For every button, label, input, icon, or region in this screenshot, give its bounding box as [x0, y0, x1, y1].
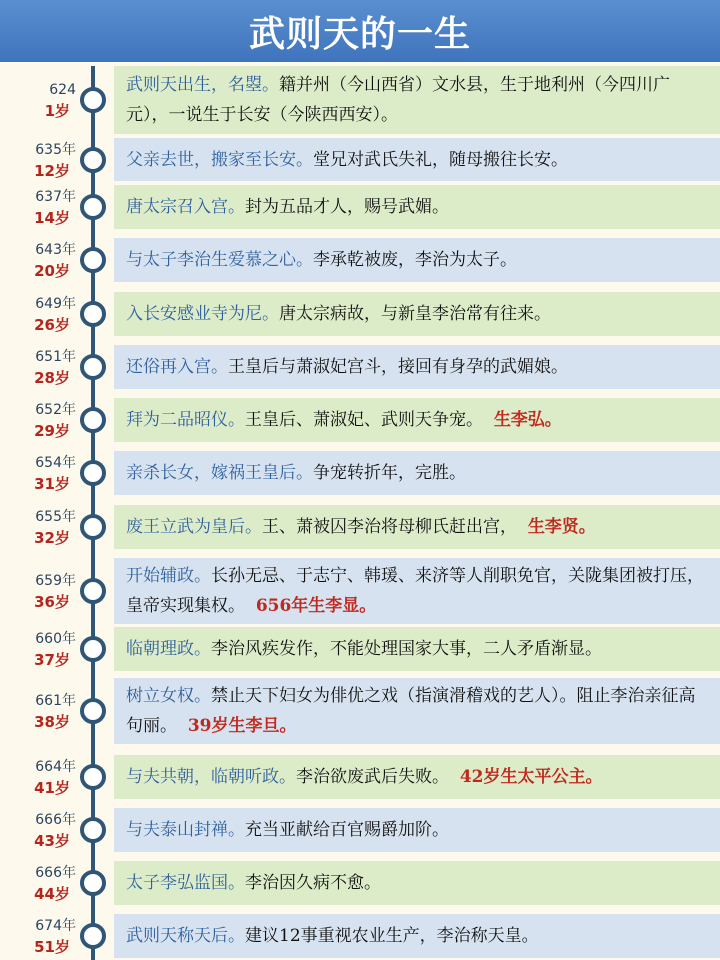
event-detail: 建议12事重视农业生产，李治称天皇。 — [245, 926, 539, 946]
event-headline: 开始辅政。 — [126, 566, 211, 586]
entry-age: 31岁 — [34, 475, 70, 493]
entry-age: 26岁 — [34, 316, 70, 334]
timeline-entry — [0, 914, 720, 958]
event-detail: 唐太宗病故，与新皇李治常有往来。 — [279, 304, 551, 324]
event-birth-note: 生李贤。 — [527, 517, 596, 537]
event-headline: 唐太宗召入宫。 — [126, 197, 245, 217]
timeline-node-icon — [80, 870, 106, 896]
event-headline: 还俗再入宫。 — [126, 357, 228, 377]
entry-year: 649年 — [35, 296, 76, 312]
event-card — [114, 238, 720, 282]
entry-year: 635年 — [35, 141, 76, 158]
timeline-node-icon — [80, 578, 106, 604]
entry-year: 654年 — [35, 455, 76, 471]
entry-age: 14岁 — [34, 209, 70, 227]
timeline-node-icon — [80, 87, 106, 113]
timeline-entry — [0, 66, 720, 134]
event-detail: 李承乾被废，李治为太子。 — [313, 250, 517, 270]
event-card — [114, 558, 720, 624]
event-card — [114, 627, 720, 671]
event-card — [114, 66, 720, 134]
entry-age: 41岁 — [34, 779, 70, 797]
event-card — [114, 138, 720, 181]
timeline-node-icon — [80, 764, 106, 790]
event-detail: 长孙无忌、于志宁、韩瑗、来济等人削职免官，关陇集团被打压，皇帝实现集权。 — [126, 566, 704, 616]
event-headline: 拜为二品昭仪。 — [126, 410, 245, 430]
timeline-node-icon — [80, 354, 106, 380]
event-card — [114, 861, 720, 905]
timeline-entry — [0, 292, 720, 336]
event-headline: 与太子李治生爱慕之心。 — [126, 250, 313, 270]
entry-year: 655年 — [35, 509, 76, 525]
timeline-entry — [0, 627, 720, 671]
entry-age: 51岁 — [34, 938, 70, 956]
timeline-entry — [0, 558, 720, 624]
event-headline: 武则天出生，名曌。 — [126, 75, 279, 95]
entry-age: 20岁 — [34, 262, 70, 280]
entry-year: 674年 — [35, 918, 76, 934]
entry-year: 660年 — [35, 631, 76, 647]
timeline-node-icon — [80, 194, 106, 220]
event-detail: 封为五品才人，赐号武媚。 — [245, 197, 449, 217]
event-card — [114, 755, 720, 799]
event-detail: 王皇后、萧淑妃、武则天争宠。 — [245, 410, 483, 430]
event-card — [114, 678, 720, 744]
timeline-entry — [0, 861, 720, 905]
event-headline: 武则天称天后。 — [126, 926, 245, 946]
event-headline: 父亲去世，搬家至长安。 — [126, 149, 313, 170]
event-birth-note: 39岁生李旦。 — [187, 716, 297, 736]
entry-year: 666年 — [35, 812, 76, 828]
timeline-entry — [0, 505, 720, 549]
event-headline: 入长安感业寺为尼。 — [126, 304, 279, 324]
entry-age: 44岁 — [34, 885, 70, 903]
entry-year: 666年 — [35, 865, 76, 881]
timeline-node-icon — [80, 301, 106, 327]
entry-year: 659年 — [35, 573, 76, 589]
event-birth-note: 656年生李显。 — [255, 596, 377, 616]
event-detail: 李治风疾发作，不能处理国家大事，二人矛盾渐显。 — [211, 639, 602, 659]
timeline-node-icon — [80, 923, 106, 949]
event-headline: 太子李弘监国。 — [126, 873, 245, 893]
event-detail: 李治因久病不愈。 — [245, 873, 381, 893]
entry-age: 37岁 — [34, 651, 70, 669]
event-headline: 亲杀长女，嫁祸王皇后。 — [126, 463, 313, 483]
page-title: 武则天的一生 — [248, 13, 471, 55]
entry-age: 1岁 — [44, 102, 70, 120]
event-detail: 王皇后与萧淑妃宫斗，接回有身孕的武媚娘。 — [228, 357, 568, 377]
event-card — [114, 505, 720, 549]
timeline-entry — [0, 678, 720, 744]
entry-age: 32岁 — [34, 529, 70, 547]
timeline-entry — [0, 138, 720, 181]
timeline-entry — [0, 755, 720, 799]
event-card — [114, 345, 720, 389]
event-card — [114, 451, 720, 495]
entry-age: 29岁 — [34, 422, 70, 440]
entry-year: 664年 — [35, 759, 76, 775]
event-card — [114, 292, 720, 336]
event-detail: 李治欲废武后失败。 — [296, 767, 449, 787]
event-detail: 禁止天下妇女为俳优之戏（指演滑稽戏的艺人）。阻止李治亲征高句丽。 — [126, 686, 696, 736]
timeline-node-icon — [80, 514, 106, 540]
entry-year: 637年 — [35, 189, 76, 205]
entry-age: 12岁 — [34, 161, 70, 180]
event-detail: 籍并州（今山西省）文水县，生于地利州（今四川广元），一说生于长安（今陕西西安）。 — [126, 75, 670, 125]
event-headline: 与夫泰山封禅。 — [126, 820, 245, 840]
event-birth-note: 生李弘。 — [493, 410, 562, 430]
entry-year: 652年 — [35, 402, 76, 418]
entry-age: 28岁 — [34, 369, 70, 387]
event-detail: 王、萧被囚李治将母柳氏赶出宫， — [262, 517, 517, 537]
entry-year: 624 — [49, 82, 76, 98]
event-detail: 堂兄对武氏失礼，随母搬往长安。 — [313, 149, 568, 170]
event-card — [114, 914, 720, 958]
timeline-node-icon — [80, 636, 106, 662]
timeline-node-icon — [80, 817, 106, 843]
entry-year: 661年 — [35, 693, 76, 709]
event-card — [114, 808, 720, 852]
title-banner — [0, 0, 720, 62]
timeline-node-icon — [80, 147, 106, 173]
event-headline: 树立女权。 — [126, 686, 211, 706]
event-detail: 争宠转折年，完胜。 — [313, 463, 466, 483]
entry-age: 43岁 — [34, 832, 70, 850]
timeline-node-icon — [80, 460, 106, 486]
entry-age: 38岁 — [34, 713, 70, 731]
timeline-entry — [0, 398, 720, 442]
timeline-entry — [0, 451, 720, 495]
event-headline: 与夫共朝，临朝听政。 — [126, 767, 296, 787]
timeline-entry — [0, 185, 720, 229]
event-card — [114, 398, 720, 442]
event-detail: 充当亚献给百官赐爵加阶。 — [245, 820, 449, 840]
event-card — [114, 185, 720, 229]
timeline-entry — [0, 808, 720, 852]
timeline-node-icon — [80, 698, 106, 724]
entry-year: 643年 — [35, 242, 76, 258]
event-birth-note: 42岁生太平公主。 — [459, 767, 603, 787]
event-headline: 临朝理政。 — [126, 639, 211, 659]
entry-age: 36岁 — [34, 593, 70, 611]
entry-year: 651年 — [35, 349, 76, 365]
timeline-entry — [0, 345, 720, 389]
event-headline: 废王立武为皇后。 — [126, 517, 262, 537]
timeline-node-icon — [80, 247, 106, 273]
timeline-node-icon — [80, 407, 106, 433]
timeline-entry — [0, 238, 720, 282]
